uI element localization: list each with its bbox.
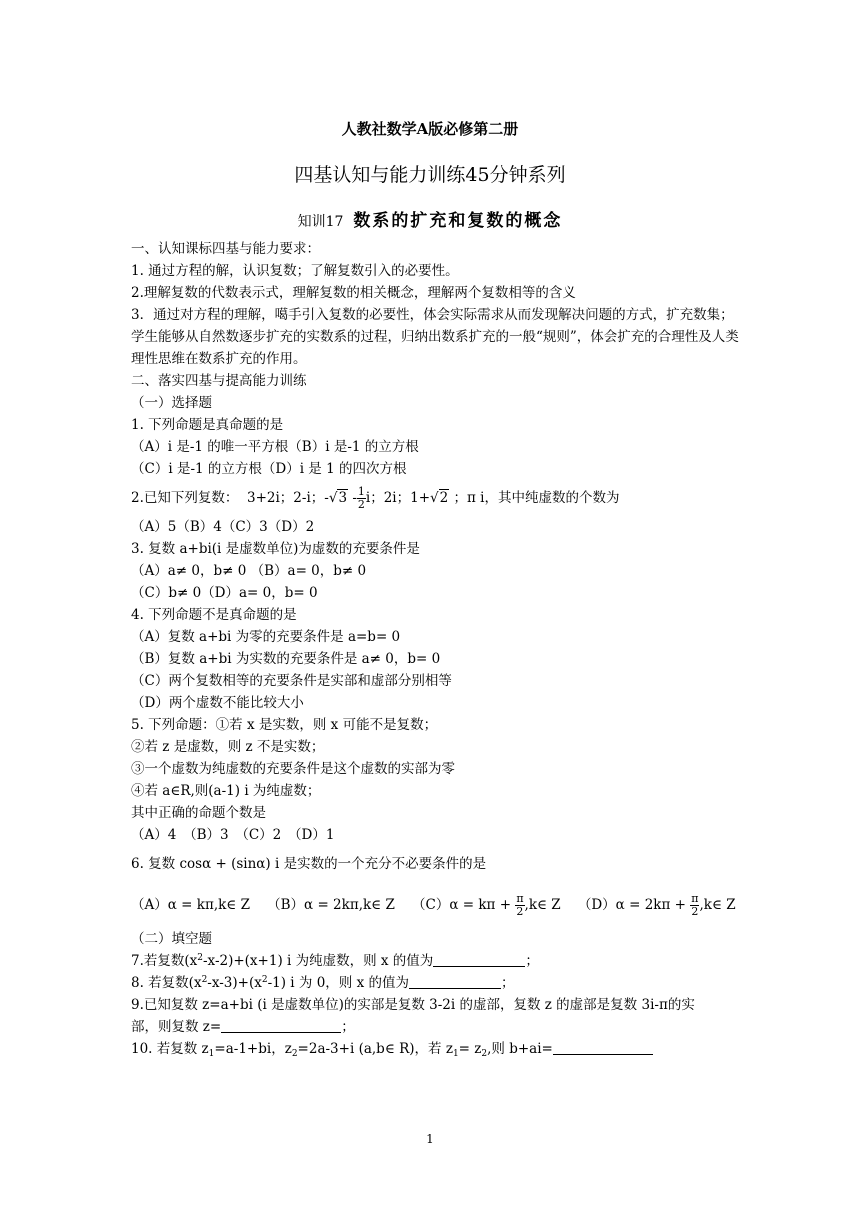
q6-option-b: （B）α = 2kπ,k∈ Z (267, 897, 395, 913)
sqrt-2: √2 (430, 490, 449, 506)
q7: 7.若复数$(x^2-x-2)+(x+1)$ i 为纯虚数，则 x 的值为 ； (131, 953, 539, 969)
q1-options-cd: （C）i 是-1 的立方根（D）i 是 1 的四次方根 (131, 461, 407, 477)
section2-title: 二、落实四基与提高能力训练 (131, 373, 307, 389)
q6-option-d: （D）α = 2kπ + $\frac{\pi}{2}$ ,k∈ Z (577, 892, 736, 918)
q8-answer-blank (409, 974, 501, 989)
q7-answer-blank (433, 952, 525, 967)
q4-option-d: （D）两个虚数不能比较大小 (131, 695, 304, 711)
page-number: 1 (426, 1132, 434, 1146)
q1-options-ab: （A）i 是-1 的唯一平方根（B）i 是-1 的立方根 (131, 439, 419, 455)
publisher-heading: 人教社数学A版必修第二册 (341, 120, 519, 138)
q9-line1: 9.已知复数 z=a+bi (i 是虚数单位)的实部是复数 3-2i 的虚部，复数 z 的虚部是复数 3i-π的实 (131, 997, 695, 1013)
q5-options: （A）4 （B）3 （C）2 （D）1 (131, 827, 335, 843)
lesson-code: 知训17 (297, 214, 344, 230)
fraction-pi-over-2: $\frac{\pi}{2}$ (691, 892, 699, 918)
q2-stem: 2.已知下列复数： 3+2i；2-i；-√3 - $\frac{1}{2}$ i；2i；1+√2 ；π i，其中纯虚数的个数为 (131, 480, 741, 516)
q5-proposition-4: ④若 a∈R,则(a-1) i 为纯虚数； (131, 783, 321, 799)
q4-stem: 4. 下列命题不是真命题的是 (131, 607, 297, 623)
q5-stem: 5. 下列命题：①若 x 是实数，则 x 可能不是复数； (131, 717, 438, 733)
requirement-3: 3．通过对方程的理解，噶手引入复数的必要性，体会实际需求从而发现解决问题的方式，扩充数集；学生能够从自然数逐步扩充的实数系的过程，归纳出数系扩充的一般“规则”，体会扩充的合理性及人类理性思维在数系扩充的作用。 (131, 307, 739, 367)
q2-options: （A）5（B）4（C）3（D）2 (131, 519, 315, 535)
q5-proposition-2: ②若 z 是虚数，则 z 不是实数； (131, 739, 325, 755)
q3-stem: 3. 复数 a+bi(i 是虚数单位)为虚数的充要条件是 (131, 541, 420, 557)
q6-stem: 6. 复数 cosα + (sinα) i 是实数的一个充分不必要条件的是 (131, 856, 487, 872)
q3-options-ab: （A）a≠ 0，b≠ 0 （B）a= 0，b≠ 0 (131, 563, 367, 579)
q5-ask: 其中正确的命题个数是 (131, 805, 266, 821)
q6-option-a: （A）α = kπ,k∈ Z (131, 897, 250, 913)
q10: 10. 若复数 $z_1=a-1+bi$，$z_2=2a-3+i$ (a,b∈ R)，若 $z_1= z_2$,则 b+ai= (131, 1038, 741, 1060)
lesson-title: 数系的扩充和复数的概念 (353, 211, 563, 231)
q1-stem: 1. 下列命题是真命题的是 (131, 417, 284, 433)
sqrt-3: √3 (328, 490, 348, 506)
q4-option-a: （A）复数 a+bi 为零的充要条件是 a=b= 0 (131, 629, 401, 645)
fraction-pi-over-2: $\frac{\pi}{2}$ (516, 892, 524, 918)
q6-options (131, 882, 741, 928)
q10-answer-blank (553, 1040, 653, 1055)
choice-section-title: （一）选择题 (131, 395, 212, 411)
requirement-1: 1. 通过方程的解，认识复数；了解复数引入的必要性。 (131, 263, 459, 279)
q4-option-b: （B）复数 a+bi 为实数的充要条件是 a≠ 0，b= 0 (131, 651, 441, 667)
fraction-one-half: $\frac{1}{2}$ (357, 485, 365, 511)
q8: 8. 若复数$(x^2-x-3)+(x^2-1)$ i 为 0，则 x 的值为 ； (131, 975, 515, 991)
q3-options-cd: （C）b≠ 0（D）a= 0，b= 0 (131, 585, 318, 601)
requirement-2: 2.理解复数的代数表示式，理解复数的相关概念，理解两个复数相等的含义 (131, 285, 576, 301)
q5-proposition-3: ③一个虚数为纯虚数的充要条件是这个虚数的实部为零 (131, 761, 455, 777)
document-body (131, 238, 741, 1060)
section1-title: 一、认知课标四基与能力要求： (131, 241, 320, 257)
lesson-heading (0, 206, 860, 231)
q9-answer-blank (221, 1018, 341, 1033)
q6-option-c: （C）α = kπ + $\frac{\pi}{2}$ ,k∈ Z (412, 892, 561, 918)
q4-option-c: （C）两个复数相等的充要条件是实部和虚部分别相等 (131, 673, 452, 689)
q9-line2: 部，则复数 z= ； (131, 1019, 355, 1035)
series-heading: 四基认知与能力训练45分钟系列 (294, 164, 566, 186)
fill-section-title: （二）填空题 (131, 931, 212, 947)
